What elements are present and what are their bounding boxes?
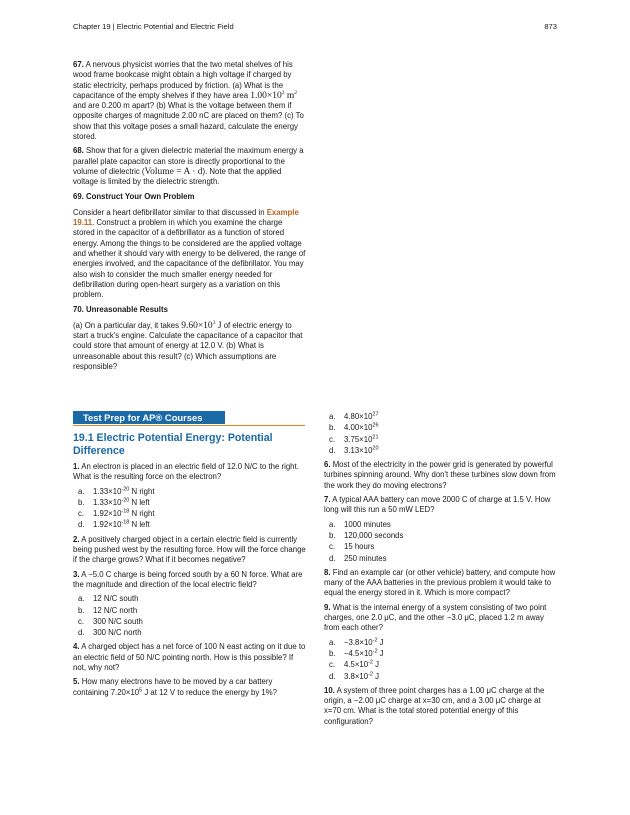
- q7-options: [324, 520, 558, 564]
- problem-69-title: 69. Construct Your Own Problem: [73, 191, 195, 201]
- q7-option-d: d. 250 minutes: [329, 553, 387, 563]
- chapter-title: Chapter 19 | Electric Potential and Electric Field: [73, 22, 234, 31]
- question-6: 6. Most of the electricity in the power grid is generated by powerful turbines spinning around. Why don't these turbines slow down from the work they do moving electrons?: [324, 460, 556, 490]
- q3-option-d: d. 300 N/C north: [78, 628, 142, 638]
- question-7: 7. A typical AAA battery can move 2000 C of charge at 1.5 V. How long will this run a 50 mW LED?: [324, 495, 551, 515]
- q5-option-d: d. $3.13\times 10^{20}$: [329, 445, 379, 455]
- q9-option-b: b. $-4.5\times 10^{-2}$ J: [329, 648, 384, 658]
- q5-option-b: b. $4.00\times 10^{26}$: [329, 422, 379, 433]
- q5-option-a: a. $4.80\times 10^{27}$: [329, 411, 379, 421]
- q1-options: [73, 487, 306, 531]
- example-link[interactable]: Example 19.11: [73, 207, 299, 228]
- question-3: 3. A −5.0 C charge is being forced south by a 60 N force. What are the magnitude and direction of the local electric field?: [73, 569, 303, 589]
- q1-option-c: c. $1.92\times 10^{-18}$ N right: [78, 508, 155, 519]
- q7-option-c: c. 15 hours: [329, 542, 375, 552]
- q1-option-d: d. $1.92\times 10^{-18}$ N left: [78, 519, 150, 530]
- problem-67: 67. A nervous physicist worries that the two metal shelves of his wood frame bookcase might obtain a high voltage if charged by static electricity, perhaps produced by friction. (a) What is the capacitance of the empty shelves if they have area $1.00\times 10^2$ $m^2$ and are 0.200 m apart? (b) What is the voltage between them if opposite charges of magnitude 2.00 nC are placed on them? (c) To show that this voltage poses a small hazard, calculate the energy stored.: [73, 60, 304, 142]
- ap-left-column: [73, 462, 306, 702]
- question-10: 10. A system of three point charges has a 1.00 μC charge at the origin, a −2.00 μC charge at x=30 cm, and a 3.00 μC charge at x=70 cm. What is the total stored potential energy of this configuration?: [324, 685, 545, 726]
- q9-option-c: c. $4.5\times 10^{-2}$ J: [329, 659, 380, 670]
- question-8: 8. Find an example car (or other vehicle) battery, and compute how many of the AAA batteries in the previous problem it would take to equal the energy stored in it. Which is more compact?: [324, 567, 556, 598]
- q5-option-c: c. $3.75\times 10^{21}$: [329, 434, 379, 444]
- banner-label: Test Prep for AP® Courses: [73, 411, 225, 424]
- q9-options: [324, 638, 558, 682]
- ap-right-column: [324, 412, 558, 731]
- section-heading: 19.1 Electric Potential Energy: Potential Difference: [73, 432, 273, 457]
- q7-option-a: a. 1000 minutes: [329, 519, 391, 529]
- question-1: 1. An electron is placed in an electric field of 12.0 N/C to the right. What is the resulting force on the electron?: [73, 462, 299, 482]
- q3-option-a: a. 12 N/C south: [78, 594, 139, 604]
- question-5: 5. How many electrons have to be moved by a car battery containing $7.20\times 10^5$ J at 12 V to reduce the energy by 1%?: [73, 677, 277, 697]
- question-9: 9. What is the internal energy of a system consisting of two point charges, one 2.0 μC, and the other −3.0 μC, placed 1.2 m away from each other?: [324, 602, 547, 633]
- q1-option-a: a. $1.33\times 10^{-20}$ N right: [78, 486, 155, 496]
- page-header: [73, 22, 557, 31]
- q9-option-a: a. $-3.8\times 10^{-2}$ J: [329, 637, 384, 647]
- question-4: 4. A charged object has a net force of 100 N east acting on it due to an electric field of 50 N/C pointing north. How is this possible? If not, why not?: [73, 642, 306, 673]
- question-2: 2. A positively charged object in a certain electric field is currently being pushed west by the resulting force. How will the force change if the charge grows? What if it becomes negative?: [73, 534, 306, 565]
- problems-column: [73, 60, 306, 376]
- q5-options: [324, 412, 558, 456]
- page-number: 873: [544, 22, 557, 31]
- problem-70: (a) On a particular day, it takes $9.60\times 10^3$ J of electric energy to start a truck's engine. Calculate the capacitance of a capacitor that could store that amount of energy at 12.0 V. (b) What is unreasonable about this result? (c) Which assumptions are responsible?: [73, 319, 303, 372]
- q1-option-b: b. $1.33\times 10^{-20}$ N left: [78, 497, 150, 507]
- q7-option-b: b. 120,000 seconds: [329, 530, 404, 540]
- problem-70-title: 70. Unreasonable Results: [73, 304, 168, 314]
- q3-option-c: c. 300 N/C south: [78, 616, 143, 626]
- q3-option-b: b. 12 N/C north: [78, 605, 138, 615]
- problem-69: Consider a heart defibrillator similar to that discussed in Example 19.11. Construct a problem in which you examine the charge stored in the capacitor of a defibrillator as a function of stored energy. Among the things to be considered are the applied voltage and whether it should vary with energy to be delivered, the range of energies involved, and the capacitance of the defibrillator. You may also wish to consider the much smaller energy needed for defibrillation during open-heart surgery as a variation on this problem.: [73, 207, 306, 300]
- q9-option-d: d. $3.8\times 10^{-2}$ J: [329, 670, 380, 681]
- problem-68: 68. Show that for a given dielectric material the maximum energy a parallel plate capacitor can store is directly proportional to the volume of dielectric (Volume = A · d). Note that the applied voltage is limited by the dielectric strength.: [73, 146, 304, 187]
- ap-prep-banner: [73, 411, 305, 426]
- q3-options: [73, 594, 306, 638]
